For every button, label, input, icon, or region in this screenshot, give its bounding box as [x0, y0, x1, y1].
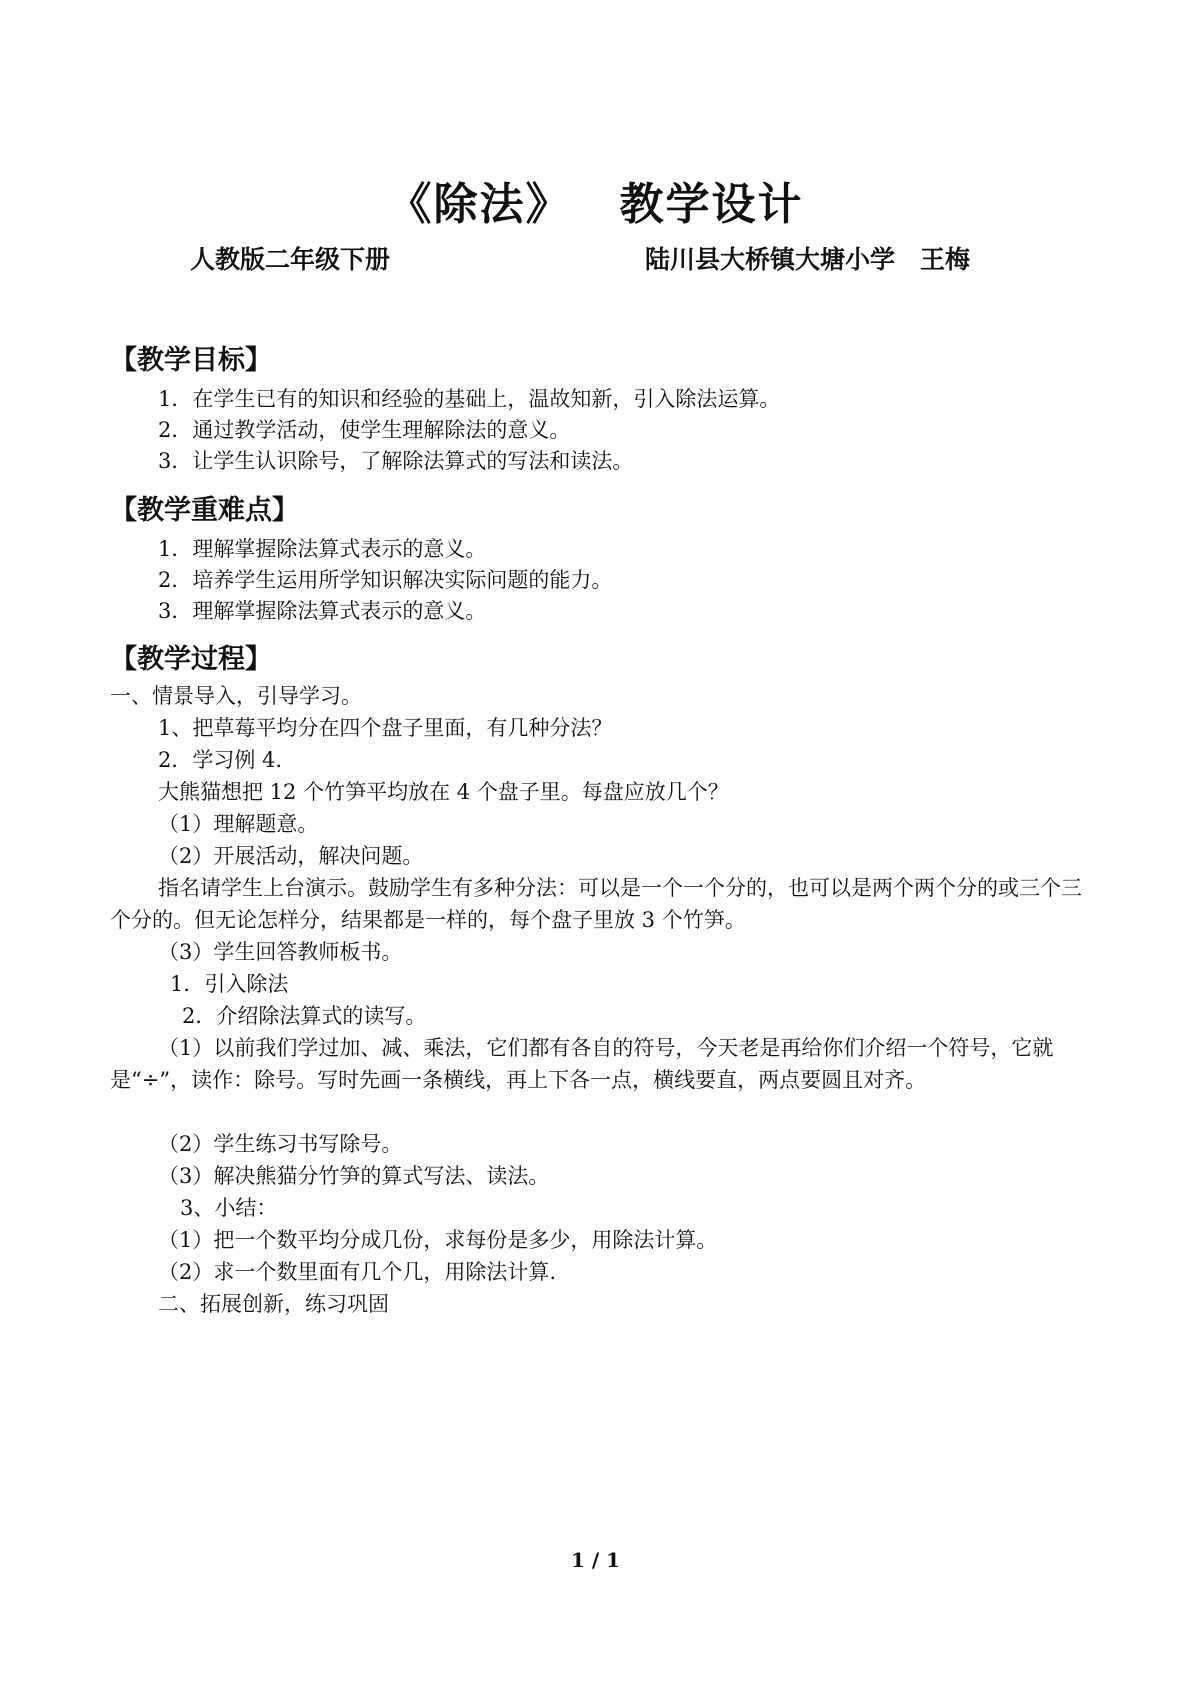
process-line: 1．引入除法: [170, 972, 289, 996]
process-heading: 【教学过程】: [110, 644, 272, 675]
process-line: （2）求一个数里面有几个几，用除法计算.: [158, 1260, 557, 1284]
process-line: （2）开展活动，解决问题。: [158, 844, 424, 868]
process-line: （1）把一个数平均分成几份，求每份是多少，用除法计算。: [158, 1228, 718, 1252]
page-title: [0, 168, 1191, 232]
process-line: 2．介绍除法算式的读写。: [182, 1004, 427, 1028]
process-line: （3）学生回答教师板书。: [158, 940, 403, 964]
process-line: （3）解决熊猫分竹笋的算式写法、读法。: [158, 1164, 550, 1188]
goal-item: 2．通过教学活动，使学生理解除法的意义。: [158, 418, 571, 442]
process-paragraph: （1）以前我们学过加、减、乘法，它们都有各自的符号，今天老是再给你们介绍一个符号，它就是“÷”，读作：除号。写时先画一条横线，再上下各一点，横线要直，两点要圆且对齐。: [110, 1036, 1054, 1092]
school-author-label: 陆川县大桥镇大塘小学 王梅: [645, 245, 971, 274]
process-line: 一、情景导入，引导学习。: [110, 684, 362, 708]
keypoint-item: 1．理解掌握除法算式表示的意义。: [158, 537, 487, 561]
title-book-name: 《除法》: [387, 179, 572, 230]
page-number: 1 / 1: [570, 1548, 621, 1572]
keypoints-heading: 【教学重难点】: [110, 495, 299, 526]
process-line: 大熊猫想把 12 个竹笋平均放在 4 个盘子里。每盘应放几个？: [158, 780, 729, 804]
goal-item: 3．让学生认识除号，了解除法算式的写法和读法。: [158, 449, 634, 473]
goals-heading: 【教学目标】: [110, 345, 272, 376]
keypoint-item: 2．培养学生运用所学知识解决实际问题的能力。: [158, 568, 613, 592]
process-line: （2）学生练习书写除号。: [158, 1132, 403, 1156]
process-line: （1）理解题意。: [158, 812, 319, 836]
process-line: 1、把草莓平均分在四个盘子里面，有几种分法？: [158, 716, 613, 740]
goal-item: 1．在学生已有的知识和经验的基础上，温故知新，引入除法运算。: [158, 387, 781, 411]
keypoint-item: 3．理解掌握除法算式表示的意义。: [158, 599, 487, 623]
edition-label: 人教版二年级下册: [190, 245, 391, 274]
process-line: 3、小结：: [180, 1196, 278, 1220]
title-design: 教学设计: [619, 179, 804, 230]
process-line: 二、拓展创新，练习巩固: [158, 1292, 389, 1316]
process-paragraph: 指名请学生上台演示。鼓励学生有多种分法：可以是一个一个分的，也可以是两个两个分的或三个三个分的。但无论怎样分，结果都是一样的，每个盘子里放 3 个竹笋。: [110, 876, 1082, 932]
process-line: 2．学习例 4.: [158, 748, 283, 772]
